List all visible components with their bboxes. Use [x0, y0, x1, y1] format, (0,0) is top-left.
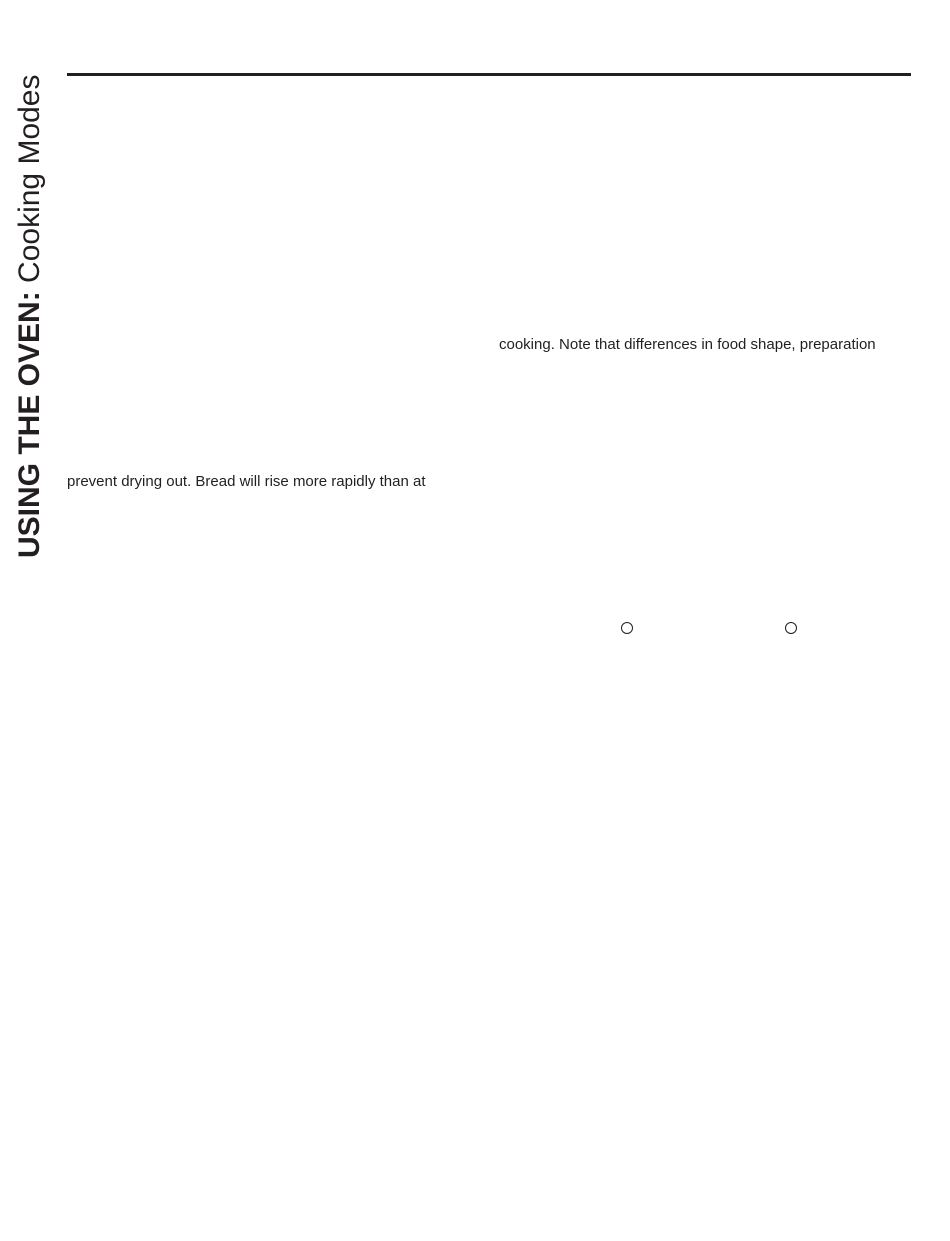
- section-title-light: Cooking Modes: [13, 74, 46, 283]
- section-title: [15, 75, 45, 559]
- section-title-bold: USING THE OVEN:: [13, 291, 46, 558]
- body-text-right-column: cooking. Note that differences in food shape, preparation: [499, 336, 876, 353]
- body-text-left-column: prevent drying out. Bread will rise more rapidly than at: [67, 473, 426, 490]
- header-rule: [67, 73, 911, 76]
- circle-outline-icon: [621, 622, 633, 634]
- circle-outline-icon: [785, 622, 797, 634]
